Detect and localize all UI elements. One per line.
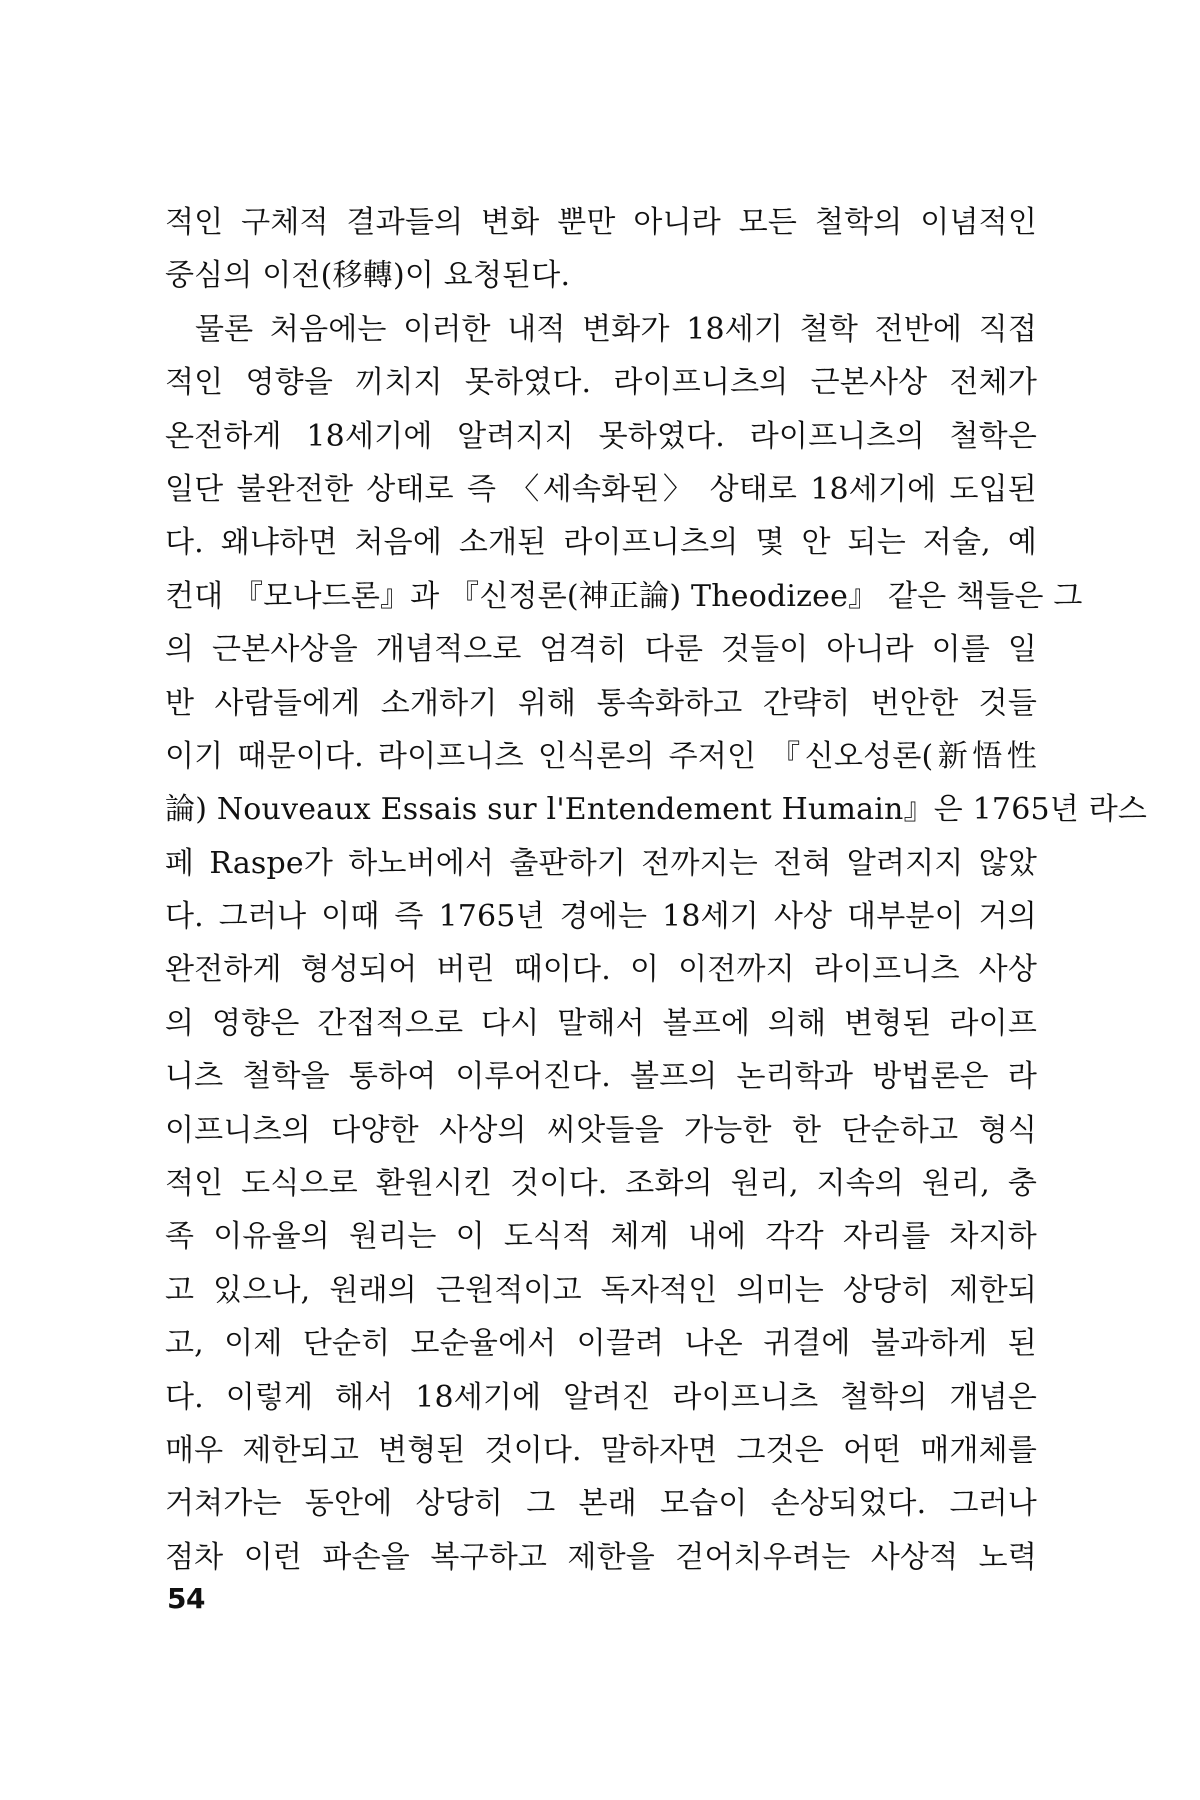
text-line: 중심의 이전(移轉)이 요청된다. xyxy=(165,258,571,294)
text-line: 물론 처음에는 이러한 내적 변화가 18세기 철학 전반에 직접 xyxy=(195,311,1037,347)
text-line: 거쳐가는 동안에 상당히 그 본래 모습이 손상되었다. 그러나 xyxy=(165,1486,1037,1522)
text-line: 의 근본사상을 개념적으로 엄격히 다룬 것들이 아니라 이를 일 xyxy=(165,632,1037,668)
text-line: 고, 이제 단순히 모순율에서 이끌려 나온 귀결에 불과하게 된 xyxy=(165,1326,1037,1362)
text-line: 적인 구체적 결과들의 변화 뿐만 아니라 모든 철학의 이념적인 xyxy=(165,205,1037,240)
text-line: 완전하게 형성되어 버린 때이다. 이 이전까지 라이프니츠 사상 xyxy=(165,952,1037,988)
text-line: 다. 왜냐하면 처음에 소개된 라이프니츠의 몇 안 되는 저술, 예 xyxy=(165,525,1037,561)
text-line: 온전하게 18세기에 알려지지 못하였다. 라이프니츠의 철학은 xyxy=(165,418,1037,454)
text-line: 論) Nouveaux Essais sur l'Entendement Humain』은 1765년 라스 xyxy=(165,792,1148,828)
text-line: 고 있으나, 원래의 근원적이고 독자적인 의미는 상당히 제한되 xyxy=(165,1272,1037,1308)
text-line: 페 Raspe가 하노버에서 출판하기 전까지는 전혀 알려지지 않았 xyxy=(165,845,1037,881)
text-line: 이프니츠의 다양한 사상의 씨앗들을 가능한 한 단순하고 형식 xyxy=(165,1112,1037,1148)
text-line: 적인 도식으로 환원시킨 것이다. 조화의 원리, 지속의 원리, 충 xyxy=(165,1166,1037,1202)
text-line: 다. 그러나 이때 즉 1765년 경에는 18세기 사상 대부분이 거의 xyxy=(165,899,1037,935)
text-line: 일단 불완전한 상태로 즉 〈세속화된〉 상태로 18세기에 도입된 xyxy=(165,471,1037,507)
text-line: 족 이유율의 원리는 이 도식적 체계 내에 각각 자리를 차지하 xyxy=(165,1219,1037,1255)
text-line: 적인 영향을 끼치지 못하였다. 라이프니츠의 근본사상 전체가 xyxy=(165,365,1037,401)
text-line: 니츠 철학을 통하여 이루어진다. 볼프의 논리학과 방법론은 라 xyxy=(165,1059,1037,1095)
text-line: 의 영향은 간접적으로 다시 말해서 볼프에 의해 변형된 라이프 xyxy=(165,1005,1037,1041)
text-line: 컨대 『모나드론』과 『신정론(神正論) Theodizee』 같은 책들은 그 xyxy=(165,578,1083,614)
text-line: 다. 이렇게 해서 18세기에 알려진 라이프니츠 철학의 개념은 xyxy=(165,1379,1037,1415)
body-text xyxy=(165,196,1148,1584)
text-line: 이기 때문이다. 라이프니츠 인식론의 주저인 『신오성론(新悟性 xyxy=(165,738,1037,774)
text-line: 반 사람들에게 소개하기 위해 통속화하고 간략히 번안한 것들 xyxy=(165,685,1037,721)
page-number: 54 xyxy=(167,1582,205,1615)
text-line: 점차 이런 파손을 복구하고 제한을 걷어치우려는 사상적 노력 xyxy=(165,1539,1037,1575)
text-line: 매우 제한되고 변형된 것이다. 말하자면 그것은 어떤 매개체를 xyxy=(165,1432,1037,1468)
